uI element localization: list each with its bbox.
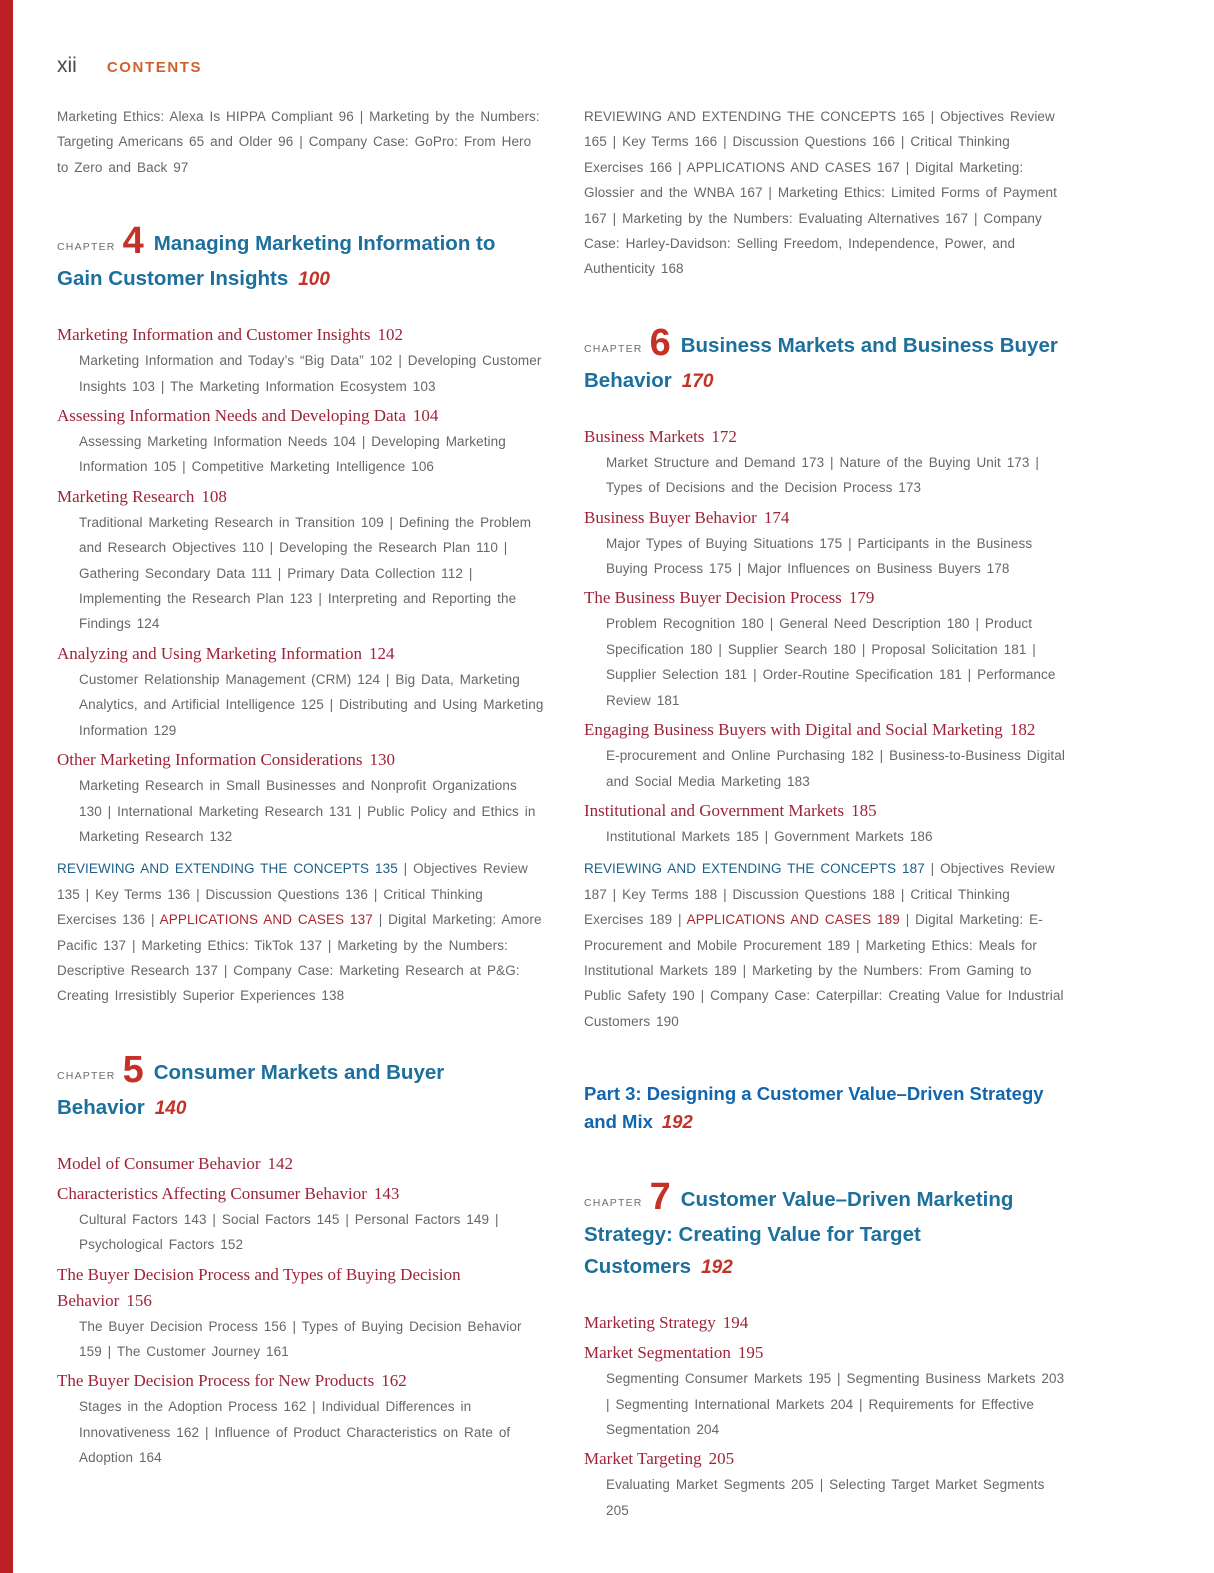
toc-section-page: 205 [708, 1449, 735, 1469]
toc-subsection-entries: The Buyer Decision Process 156 | Types of Buying Decision Behavior 159 | The Customer Journey 161 [79, 1318, 522, 1359]
toc-subsection-entries: Marketing Research in Small Businesses and Nonprofit Organizations 130 | International Marketing Research 131 | Public Policy and Ethics in Marketing Research 132 [79, 778, 536, 844]
toc-section-title: Institutional and Government Markets [584, 800, 845, 820]
toc-section-heading [57, 1181, 544, 1207]
toc-section-heading [584, 1340, 1071, 1366]
toc-section-page: 179 [848, 588, 875, 608]
page-folio: xii [57, 54, 77, 77]
toc-section-heading [57, 747, 544, 773]
toc-section-heading [584, 585, 1071, 611]
toc-section-page: 194 [722, 1313, 749, 1333]
toc-section-title: The Buyer Decision Process and Types of Buying Decision Behavior [57, 1264, 461, 1310]
page-edge-bar [0, 0, 13, 1573]
case-items: | Digital Marketing: E-Procurement and Mobile Procurement 189 | Marketing Ethics: Meals for Institutional Markets 189 | Marketing by the Numbers: From Gaming to Public Safety 190 | Company Case: Caterpillar: Creating Value for Industrial Customers 190 [584, 912, 1064, 1029]
toc-section-heading [57, 403, 544, 429]
toc-section-heading [584, 505, 1071, 531]
part-3-heading [584, 1080, 1071, 1136]
right-column [584, 104, 1071, 1525]
toc-subsection-entries: Segmenting Consumer Markets 195 | Segmenting Business Markets 203 | Segmenting International Markets 204 | Requirements for Effective Segmentation 204 [606, 1371, 1065, 1437]
chapter-5-heading [57, 1048, 544, 1125]
chapter-number: 5 [122, 1048, 144, 1091]
toc-section-title: Engaging Business Buyers with Digital and Social Marketing [584, 720, 1003, 740]
toc-section-heading [57, 322, 544, 348]
reviewing-concepts-label: REVIEWING AND EXTENDING THE CONCEPTS 187 [584, 861, 925, 877]
toc-section-title: The Business Buyer Decision Process [584, 588, 842, 608]
toc-section-title: Business Buyer Behavior [584, 507, 757, 527]
toc-subsection-entries: Assessing Marketing Information Needs 104 | Developing Marketing Information 105 | Competitive Marketing Intelligence 106 [79, 434, 506, 475]
chapter-page-number: 140 [154, 1097, 187, 1119]
toc-section-page: 172 [711, 426, 737, 446]
toc-section-title: Market Segmentation [584, 1343, 731, 1363]
toc-subsection-entries: Cultural Factors 143 | Social Factors 145 | Personal Factors 149 | Psychological Factors 152 [79, 1211, 499, 1253]
toc-section-page: 130 [369, 750, 395, 770]
toc-section-heading [57, 1262, 544, 1314]
toc-subsection-entries: Institutional Markets 185 | Government Markets 186 [606, 828, 933, 844]
toc-section-title: Marketing Strategy [584, 1313, 716, 1333]
toc-section-page: 124 [369, 643, 395, 663]
chapter-title: Customer Value–Driven Marketing Strategy: Creating Value for Target Customers [584, 1188, 1014, 1279]
toc-subsection-entries: Marketing Information and Today’s “Big Data” 102 | Developing Customer Insights 103 | The Marketing Information Ecosystem 103 [79, 353, 542, 394]
chapter-6-review-block [584, 856, 1071, 1034]
chapter-title: Consumer Markets and Buyer Behavior [57, 1060, 445, 1119]
case-items: | Digital Marketing: Amore Pacific 137 | Marketing Ethics: TikTok 137 | Marketing by the Numbers: Descriptive Research 137 | Company Case: Marketing Research at P&G: Creating Irresistibly Superior Experiences 138 [57, 912, 542, 1004]
toc-section-title: Model of Consumer Behavior [57, 1153, 261, 1173]
toc-section-page: 174 [763, 507, 790, 527]
toc-section-page: 142 [267, 1153, 293, 1173]
toc-section-page: 182 [1009, 720, 1036, 740]
toc-section-heading [584, 424, 1071, 450]
chapter-number: 6 [649, 321, 671, 364]
toc-columns [57, 104, 1071, 1525]
toc-subsection-entries: E-procurement and Online Purchasing 182 | Business-to-Business Digital and Social Media Marketing 183 [606, 748, 1065, 789]
chapter-7-heading [584, 1176, 1071, 1284]
toc-section-title: Marketing Research [57, 486, 195, 506]
review-items: | Objectives Review 135 | Key Terms 136 | Discussion Questions 136 | Critical Thinking Exercises 136 | [57, 861, 528, 928]
toc-section-heading [57, 1368, 544, 1394]
case-items: | Digital Marketing: Glossier and the WNBA 167 | Marketing Ethics: Limited Forms of Payment 167 | Marketing by the Numbers: Evaluating Alternatives 167 | Company Case: Harley-Davidson: Selling Freedom, Independence, Power, and Authenticity 168 [584, 159, 1057, 277]
toc-section-title: Business Markets [584, 426, 705, 446]
applications-cases-label: APPLICATIONS AND CASES 167 [686, 159, 900, 175]
chapter-label: CHAPTER [57, 1069, 116, 1082]
chapter-page-number: 170 [681, 370, 714, 392]
chapter-page-number: 100 [298, 269, 330, 291]
part-title: Part 3: Designing a Customer Value–Driven Strategy and Mix [584, 1083, 1044, 1133]
toc-section-title: Other Marketing Information Considerations [57, 750, 363, 770]
chapter-6-heading [584, 321, 1071, 398]
toc-section-title: Assessing Information Needs and Developing Data [57, 406, 406, 426]
toc-subsection-entries: Evaluating Market Segments 205 | Selecting Target Market Segments 205 [606, 1477, 1045, 1518]
toc-section-page: 104 [412, 406, 439, 426]
toc-section-page: 108 [201, 486, 227, 506]
chapter-number: 7 [649, 1176, 671, 1219]
toc-section-heading [584, 798, 1071, 824]
chapter-label: CHAPTER [584, 1197, 643, 1210]
review-items: | Objectives Review 165 | Key Terms 166 | Discussion Questions 166 | Critical Thinking Exercises 166 | [584, 109, 1055, 175]
contents-heading: CONTENTS [106, 59, 203, 76]
left-column [57, 104, 544, 1525]
chapter-4-review-block [57, 856, 544, 1008]
part-page-number: 192 [661, 1111, 693, 1133]
toc-section-page: 143 [373, 1183, 400, 1203]
toc-section-heading [584, 717, 1071, 743]
toc-subsection-entries: Problem Recognition 180 | General Need Description 180 | Product Specification 180 | Supplier Search 180 | Proposal Solicitation 181 | Supplier Selection 181 | Order-Routine Specification 181 | Performance Review 181 [606, 616, 1056, 708]
continued-case-entries: Marketing Ethics: Alexa Is HIPPA Compliant 96 | Marketing by the Numbers: Targeting Americans 65 and Older 96 | Company Case: GoPro: From Hero to Zero and Back 97 [57, 109, 540, 175]
reviewing-concepts-label: REVIEWING AND EXTENDING THE CONCEPTS 135 [57, 861, 398, 877]
reviewing-concepts-label: REVIEWING AND EXTENDING THE CONCEPTS 165 [584, 109, 925, 124]
toc-section-heading [584, 1446, 1071, 1472]
chapter-number: 4 [122, 220, 144, 263]
applications-cases-label: APPLICATIONS AND CASES 137 [159, 912, 373, 928]
toc-section-title: Analyzing and Using Marketing Information [57, 643, 362, 663]
chapter-page-number: 192 [701, 1257, 733, 1279]
toc-subsection-entries: Stages in the Adoption Process 162 | Individual Differences in Innovativeness 162 | Influence of Product Characteristics on Rate of Adoption 164 [79, 1399, 511, 1466]
toc-section-page: 195 [737, 1343, 764, 1363]
toc-section-heading [584, 1310, 1071, 1336]
chapter-label: CHAPTER [584, 342, 643, 355]
toc-section-page: 156 [126, 1290, 152, 1310]
toc-section-title: Market Targeting [584, 1449, 702, 1469]
toc-section-heading [57, 484, 544, 510]
toc-section-page: 162 [381, 1371, 407, 1391]
page-header [0, 0, 1214, 78]
toc-section-title: The Buyer Decision Process for New Products [57, 1371, 375, 1391]
chapter-label: CHAPTER [57, 241, 116, 254]
review-items: | Objectives Review 187 | Key Terms 188 | Discussion Questions 188 | Critical Thinking Exercises 189 | [584, 861, 1055, 928]
toc-section-title: Marketing Information and Customer Insights [57, 325, 371, 345]
toc-section-page: 102 [377, 325, 404, 345]
toc-section-heading [57, 1151, 544, 1177]
toc-subsection-entries: Major Types of Buying Situations 175 | Participants in the Business Buying Process 175 | Major Influences on Business Buyers 178 [606, 535, 1033, 577]
chapter-4-heading [57, 220, 544, 296]
toc-subsection-entries: Traditional Marketing Research in Transition 109 | Defining the Problem and Research Objectives 110 | Developing the Research Plan 110 | Gathering Secondary Data 111 | Primary Data Collection 112 | Implementing the Research Plan 123 | Interpreting and Reporting the Findings 124 [79, 514, 532, 632]
chapter-title: Business Markets and Business Buyer Behavior [584, 333, 1058, 392]
toc-section-page: 185 [851, 800, 877, 820]
toc-subsection-entries: Market Structure and Demand 173 | Nature of the Buying Unit 173 | Types of Decisions and the Decision Process 173 [606, 454, 1039, 496]
toc-section-title: Characteristics Affecting Consumer Behavior [57, 1183, 367, 1203]
chapter-5-review-block [584, 104, 1071, 282]
chapter-title: Managing Marketing Information to Gain Customer Insights [57, 232, 496, 291]
toc-subsection-entries: Customer Relationship Management (CRM) 124 | Big Data, Marketing Analytics, and Artificial Intelligence 125 | Distributing and Using Marketing Information 129 [79, 671, 544, 738]
applications-cases-label: APPLICATIONS AND CASES 189 [686, 912, 900, 928]
toc-section-heading [57, 641, 544, 667]
